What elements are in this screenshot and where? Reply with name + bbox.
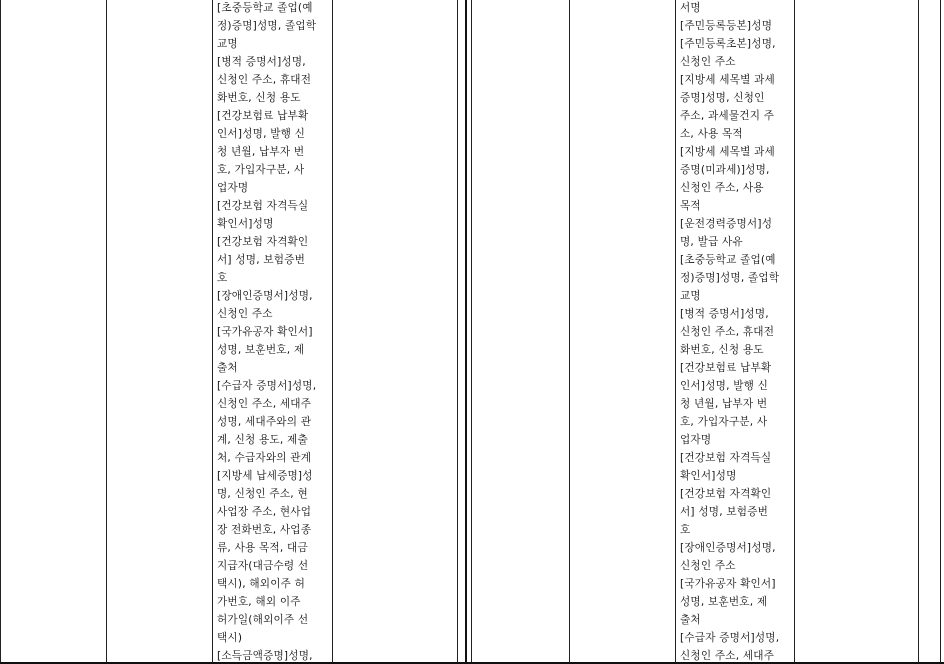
text-line: [건강보험 자격득실 bbox=[680, 452, 772, 464]
column-divider bbox=[212, 0, 213, 664]
text-line: [지방세 납세증명]성 bbox=[217, 470, 313, 482]
text-line: 신청인 주소, 세대주 bbox=[680, 650, 775, 662]
text-line: 호, 가입자구분, 사 bbox=[680, 416, 768, 428]
text-line: 신청인 주소 bbox=[217, 308, 273, 320]
text-line: 계, 신청 용도, 제출 bbox=[217, 434, 308, 446]
text-line: [초중등학교 졸업(예 bbox=[217, 2, 313, 14]
text-line: 교명 bbox=[217, 38, 238, 50]
table-separator bbox=[465, 0, 467, 664]
text-line: 인서]성명, 발행 신 bbox=[217, 128, 306, 140]
text-line: [지방세 세목별 과세 bbox=[680, 146, 775, 158]
text-line: 업자명 bbox=[217, 182, 249, 194]
text-line: 증명]성명, 신청인 bbox=[680, 92, 765, 104]
text-line: 서] 성명, 보험증번 bbox=[680, 506, 769, 518]
text-line: 지급자(대금수령 선 bbox=[217, 560, 309, 572]
text-line: 명, 신청인 주소, 현 bbox=[217, 488, 308, 500]
text-line: 교명 bbox=[680, 290, 701, 302]
text-line: 명, 발급 사유 bbox=[680, 236, 743, 248]
column-divider bbox=[457, 0, 458, 664]
text-line: 사업장 주소, 현사업 bbox=[217, 506, 312, 518]
text-line: 출처 bbox=[680, 614, 701, 626]
column-divider bbox=[569, 0, 570, 664]
text-line: [주민등록등본]성명 bbox=[680, 20, 773, 32]
text-line: 성명, 보훈번호, 제 bbox=[680, 596, 768, 608]
text-line: 신청인 주소, 사용 bbox=[680, 182, 764, 194]
text-line: 장 전화번호, 사업종 bbox=[217, 524, 312, 536]
text-line: 가번호, 해외 이주 bbox=[217, 596, 301, 608]
text-line: 처, 수급자와의 관계 bbox=[217, 452, 312, 464]
text-line: 목적 bbox=[680, 200, 701, 212]
right-items-cell bbox=[680, 0, 793, 662]
text-line: 정)증명]성명, 졸업학 bbox=[217, 20, 317, 32]
text-line: [장애인증명서]성명, bbox=[680, 542, 776, 554]
text-line: 인서]성명, 발행 신 bbox=[680, 380, 769, 392]
text-line: [소득금액증명]성명, bbox=[217, 650, 313, 662]
column-divider bbox=[332, 0, 333, 664]
text-line: 성명, 세대주와의 관 bbox=[217, 416, 312, 428]
text-line: [건강보험 자격확인 bbox=[217, 236, 309, 248]
text-line: 소, 사용 목적 bbox=[680, 128, 743, 140]
text-line: [수급자 증명서]성명, bbox=[680, 632, 780, 644]
column-divider bbox=[471, 0, 472, 664]
column-divider bbox=[675, 0, 676, 664]
table-border-left bbox=[0, 0, 1, 664]
text-line: 청 년월, 납부자 번 bbox=[680, 398, 768, 410]
text-line: 서] 성명, 보험증번 bbox=[217, 254, 306, 266]
text-line: [운전경력증명서]성 bbox=[680, 218, 773, 230]
text-line: 신청인 주소 bbox=[680, 56, 736, 68]
text-line: [국가유공자 확인서] bbox=[217, 326, 313, 338]
text-line: 화번호, 신청 용도 bbox=[680, 344, 764, 356]
text-line: 택시), 해외이주 허 bbox=[217, 578, 306, 590]
text-line: [국가유공자 확인서] bbox=[680, 578, 776, 590]
table-border-right bbox=[940, 0, 941, 664]
text-line: 주소, 과세물건지 주 bbox=[680, 110, 775, 122]
text-line: 호 bbox=[217, 272, 228, 284]
text-line: [건강보험료 납부확 bbox=[217, 110, 309, 122]
text-line: 신청인 주소, 휴대전 bbox=[680, 326, 775, 338]
text-line: 호 bbox=[680, 524, 691, 536]
text-line: [건강보험 자격득실 bbox=[217, 200, 309, 212]
text-line: 청 년월, 납부자 번 bbox=[217, 146, 305, 158]
text-line: 정)증명]성명, 졸업학 bbox=[680, 272, 780, 284]
text-line: 신청인 주소, 휴대전 bbox=[217, 74, 312, 86]
text-line: [장애인증명서]성명, bbox=[217, 290, 313, 302]
text-line: 신청인 주소 bbox=[680, 560, 736, 572]
text-line: [주민등록초본]성명, bbox=[680, 38, 776, 50]
text-line: 허가일(해외이주 선 bbox=[217, 614, 309, 626]
text-line: 택시) bbox=[217, 632, 243, 644]
text-line: [건강보험 자격확인 bbox=[680, 488, 772, 500]
text-line: 업자명 bbox=[680, 434, 712, 446]
text-line: 화번호, 신청 용도 bbox=[217, 92, 301, 104]
text-line: 서명 bbox=[680, 2, 701, 14]
column-divider bbox=[794, 0, 795, 664]
text-line: 확인서]성명 bbox=[680, 470, 737, 482]
text-line: [지방세 세목별 과세 bbox=[680, 74, 775, 86]
text-line: 확인서]성명 bbox=[217, 218, 274, 230]
text-line: [수급자 증명서]성명, bbox=[217, 380, 317, 392]
text-line: 신청인 주소, 세대주 bbox=[217, 398, 312, 410]
text-line: 출처 bbox=[217, 362, 238, 374]
text-line: [초중등학교 졸업(예 bbox=[680, 254, 776, 266]
column-divider bbox=[106, 0, 107, 664]
left-items-cell bbox=[217, 0, 331, 662]
text-line: [병적 증명서]성명, bbox=[217, 56, 306, 68]
text-line: 류, 사용 목적, 대금 bbox=[217, 542, 308, 554]
text-line: 증명(미과세)]성명, bbox=[680, 164, 770, 176]
column-divider bbox=[918, 0, 919, 664]
text-line: [병적 증명서]성명, bbox=[680, 308, 769, 320]
text-line: 호, 가입자구분, 사 bbox=[217, 164, 305, 176]
text-line: 성명, 보훈번호, 제 bbox=[217, 344, 305, 356]
text-line: [건강보험료 납부확 bbox=[680, 362, 772, 374]
